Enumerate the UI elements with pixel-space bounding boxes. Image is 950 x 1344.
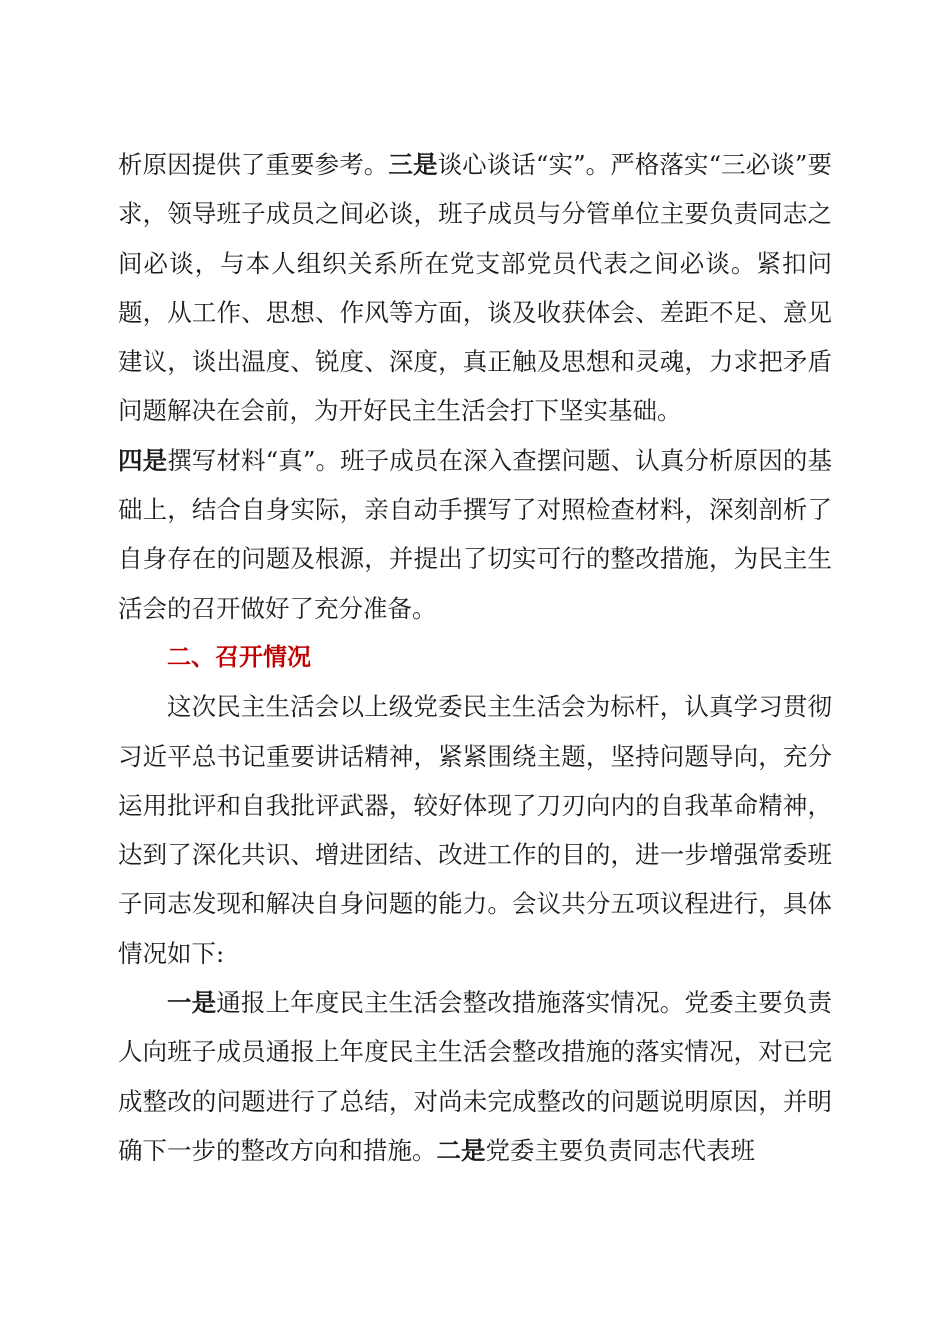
text-segment: 撰写材料“真”。班子成员在深入查摆问题、认真分析原因的基础上，结合自身实际，亲自动手撰写了对照检查材料，深刻剖析了自身存在的问题及根源，并提出了切实可行的整改措施，为民主生活会的召开做好了充分准备。 (118, 445, 832, 623)
label-first: 一是 (167, 988, 217, 1018)
text-segment: 析原因提供了重要参考。 (118, 150, 389, 179)
paragraph-meeting-overview: 这次民主生活会以上级党委民主生活会为标杆，认真学习贯彻习近平总书记重要讲话精神，紧紧围绕主题，坚持问题导向，充分运用批评和自我批评武器，较好体现了刀刃向内的自我革命精神，达到了深化共识、增进团结、改进工作的目的，进一步增强常委班子同志发现和解决自身问题的能力。会议共分五项议程进行，具体情况如下: (118, 692, 832, 968)
paragraph-agenda (118, 978, 832, 1175)
label-third: 三是 (388, 150, 438, 179)
section-heading: 二、召开情况 (167, 642, 311, 671)
text-segment: 党委主要负责同志代表班 (485, 1135, 755, 1165)
text-segment: 通报上年度民主生活会整改措施落实情况。党委主要负责人向班子成员通报上年度民主生活会整改措施的落实情况，对已完成整改的问题进行了总结，对尚未完成整改的问题说明原因，并明确下一步的整改方向和措施。 (118, 988, 833, 1165)
document-body (118, 140, 832, 1175)
label-second: 二是 (436, 1135, 486, 1165)
label-fourth: 四是 (118, 445, 168, 475)
text-segment: 谈心谈话“实”。严格落实“三必谈”要求，领导班子成员之间必谈，班子成员与分管单位主要负责同志之间必谈，与本人组织关系所在党支部党员代表之间必谈。紧扣问题，从工作、思想、作风等方面，谈及收获体会、差距不足、意见建议，谈出温度、锐度、深度，真正触及思想和灵魂，力求把矛盾问题解决在会前，为开好民主生活会打下坚实基础。 (118, 150, 833, 426)
paragraph-preparation-continued (118, 140, 832, 633)
